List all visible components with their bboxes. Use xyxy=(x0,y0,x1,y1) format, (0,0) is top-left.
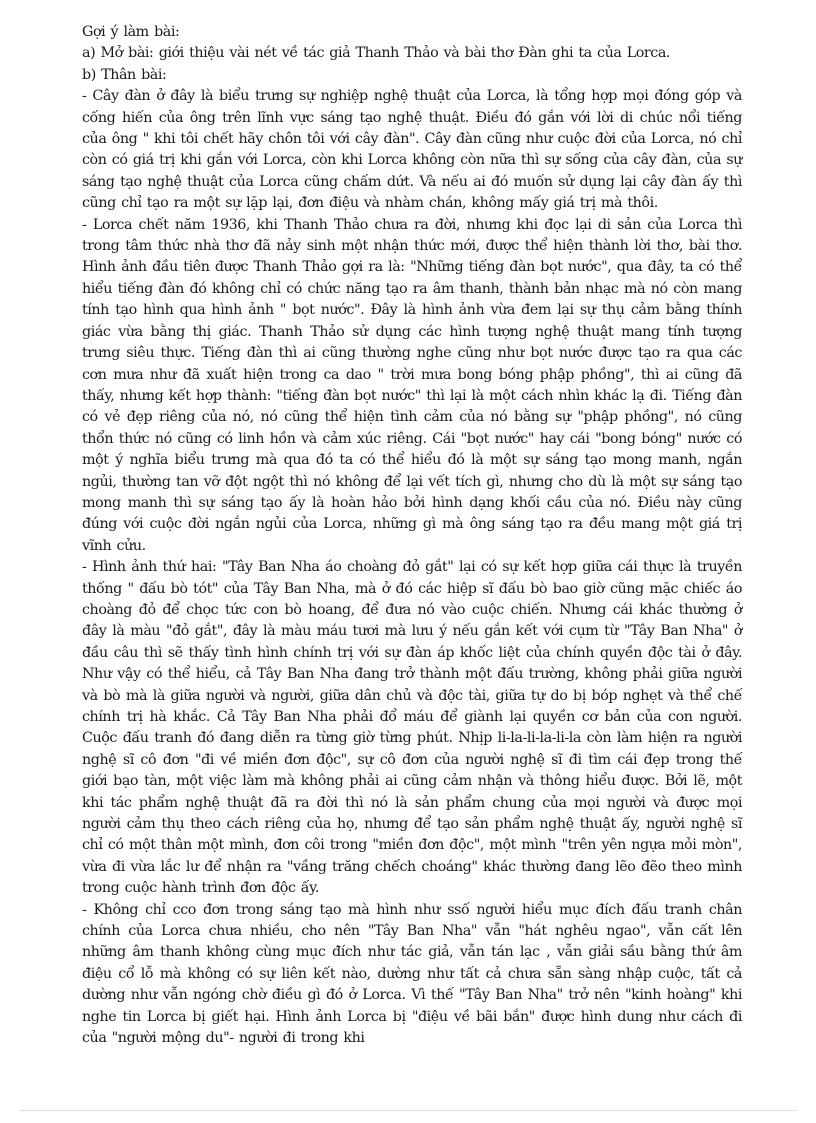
paragraph-water-bubble-image: - Lorca chết năm 1936, khi Thanh Thảo chưa ra đời, nhưng khi đọc lại di sản của Lorca thì trong tâm thức nhà thơ đã nảy sinh một nhận thức mới, được thể hiện thành lời thơ, bài thơ. Hình ảnh đầu tiên được Thanh Thảo gợi ra là: "Những tiếng đàn bọt nước", qua đây, ta có thể hiểu tiếng đàn đó không chỉ có chức năng tạo ra âm thanh, thành bản nhạc mà nó còn mang tính tạo hình qua hình ảnh " bọt nước". Đây là hình ảnh vừa đem lại sự thụ cảm bằng thính giác vừa bằng thị giác. Thanh Thảo sử dụng các hình tượng nghệ thuật mang tính tượng trưng siêu thực. Tiếng đàn thì ai cũng thường nghe cũng như bọt nước được tạo ra qua các cơn mưa như đã xuất hiện trong ca dao " trời mưa bong bóng phập phồng", thì ai cũng đã thấy, nhưng kết hợp thành: "tiếng đàn bọt nước" thì lại là một cách nhìn khác lạ đi. Tiếng đàn có vẻ đẹp riêng của nó, nó cũng thể hiện tình cảm của nó bằng sự "phập phồng", nó cũng thổn thức nó cũng có linh hồn và cảm xúc riêng. Cái "bọt nước" hay cái "bong bóng" nước có một ý nghĩa biểu trưng mà qua đó ta có thể hiểu đó là một sự sáng tạo mong manh, ngắn ngủi, thường tan vỡ đột ngột thì nó không để lại vết tích gì, nhưng cho dù là một sự sáng tạo mong manh thì sự sáng tạo ấy là hoàn hảo bởi hình dạng khối cầu của nó. Điều này cũng đúng với cuộc đời ngắn ngủi của Lorca, những gì mà ông sáng tạo ra đều mang một giá trị vĩnh cửu. xyxy=(82,216,742,554)
body-section-label: b) Thân bài: xyxy=(82,66,167,83)
document-page xyxy=(82,22,742,1050)
paragraph-guitar-symbol: - Cây đàn ở đây là biểu trưng sự nghiệp nghệ thuật của Lorca, là tổng hợp mọi đóng góp và cống hiến của ông trên lĩnh vực sáng tạo nghệ thuật. Điều đó gắn với lời di chúc nổi tiếng của ông " khi tôi chết hãy chôn tôi với cây đàn". Cây đàn cũng như cuộc đời của Lorca, nó chỉ còn có giá trị khi gắn với Lorca, còn khi Lorca không còn nữa thì sự sống của cây đàn, của sự sáng tạo nghệ thuật của Lorca cũng chấm dứt. Và nếu ai đó muốn sử dụng lại cây đàn ấy thì cũng chỉ tạo ra một sự lặp lại, đơn điệu và nhàm chán, không mấy giá trị mà thôi. xyxy=(82,88,742,212)
page-bottom-divider xyxy=(20,1110,796,1111)
guide-heading: Gợi ý làm bài: xyxy=(82,24,180,40)
paragraph-red-cloak-image: - Hình ảnh thứ hai: "Tây Ban Nha áo choàng đỏ gắt" lại có sự kết hợp giữa cái thực là truyền thống " đấu bò tót" của Tây Ban Nha, mà ở đó các hiệp sĩ đấu bò bao giờ cũng mặc chiếc áo choàng đỏ để chọc tức con bò hoang, để đưa nó vào cuộc chiến. Nhưng cái khác thường ở đây là màu "đỏ gắt", đây là màu máu tươi mà lưu ý nếu gắn kết với cụm từ "Tây Ban Nha" ở đầu câu thì sẽ thấy tình hình chính trị với sự đàn áp khốc liệt của chính quyền độc tài ở đây. Như vậy có thể hiểu, cả Tây Ban Nha đang trở thành một đấu trường, không phải giữa người và bò mà là giữa người và người, giữa dân chủ và độc tài, giữa tự do bị bóp nghẹt và thể chế chính trị hà khắc. Cả Tây Ban Nha phải đổ máu để giành lại quyền cơ bản của con người. Cuộc đấu tranh đó đang diễn ra từng giờ từng phút. Nhịp li-la-li-la-li-la còn làm hiện ra người nghệ sĩ cô đơn "đi về miền đơn độc", sự cô đơn của người nghệ sĩ đi tìm cái đẹp trong thế giới bạo tàn, một việc làm mà không phải ai cũng cảm nhận và thông hiểu được. Bởi lẽ, một khi tác phẩm nghệ thuật đã ra đời thì nó là sản phẩm chung của mọi người và được mọi người cảm thụ theo cách riêng của họ, nhưng để tạo sản phẩm nghệ thuật ấy, người nghệ sĩ chỉ có một thân một mình, đơn côi trong "miền đơn độc", một mình "trên yên ngựa mỏi mòn", vừa đi vừa lắc lư để nhận ra "vầng trăng chếch choáng" khác thường đang lẽo đẽo theo mình trong cuộc hành trình đơn độc ấy. xyxy=(82,559,742,897)
paragraph-lonely-creation: - Không chỉ cco đơn trong sáng tạo mà hình như ssố người hiểu mục đích đấu tranh chân chính của Lorca chưa nhiều, cho nên "Tây Ban Nha" vẫn "hát nghêu ngao", vẫn cất lên những âm thanh không cùng mục đích như tác giả, vẫn tán lạc , vẫn giải sầu bằng thứ âm điệu cổ lỗ mà không có sự liên kết nào, dường như tất cả chưa sẵn sàng nhập cuộc, tất cả dường như vẫn ngóng chờ điều gì đó ở Lorca. Vì thế "Tây Ban Nha" trở nên "kinh hoàng" khi nghe tin Lorca bị giết hại. Hình ảnh Lorca bị "điệu về bãi bắn" được hình dung như cách đi của "người mộng du"- người đi trong khi xyxy=(82,901,742,1047)
opening-section: a) Mở bài: giới thiệu vài nét về tác giả Thanh Thảo và bài thơ Đàn ghi ta của Lorca. xyxy=(82,45,671,62)
